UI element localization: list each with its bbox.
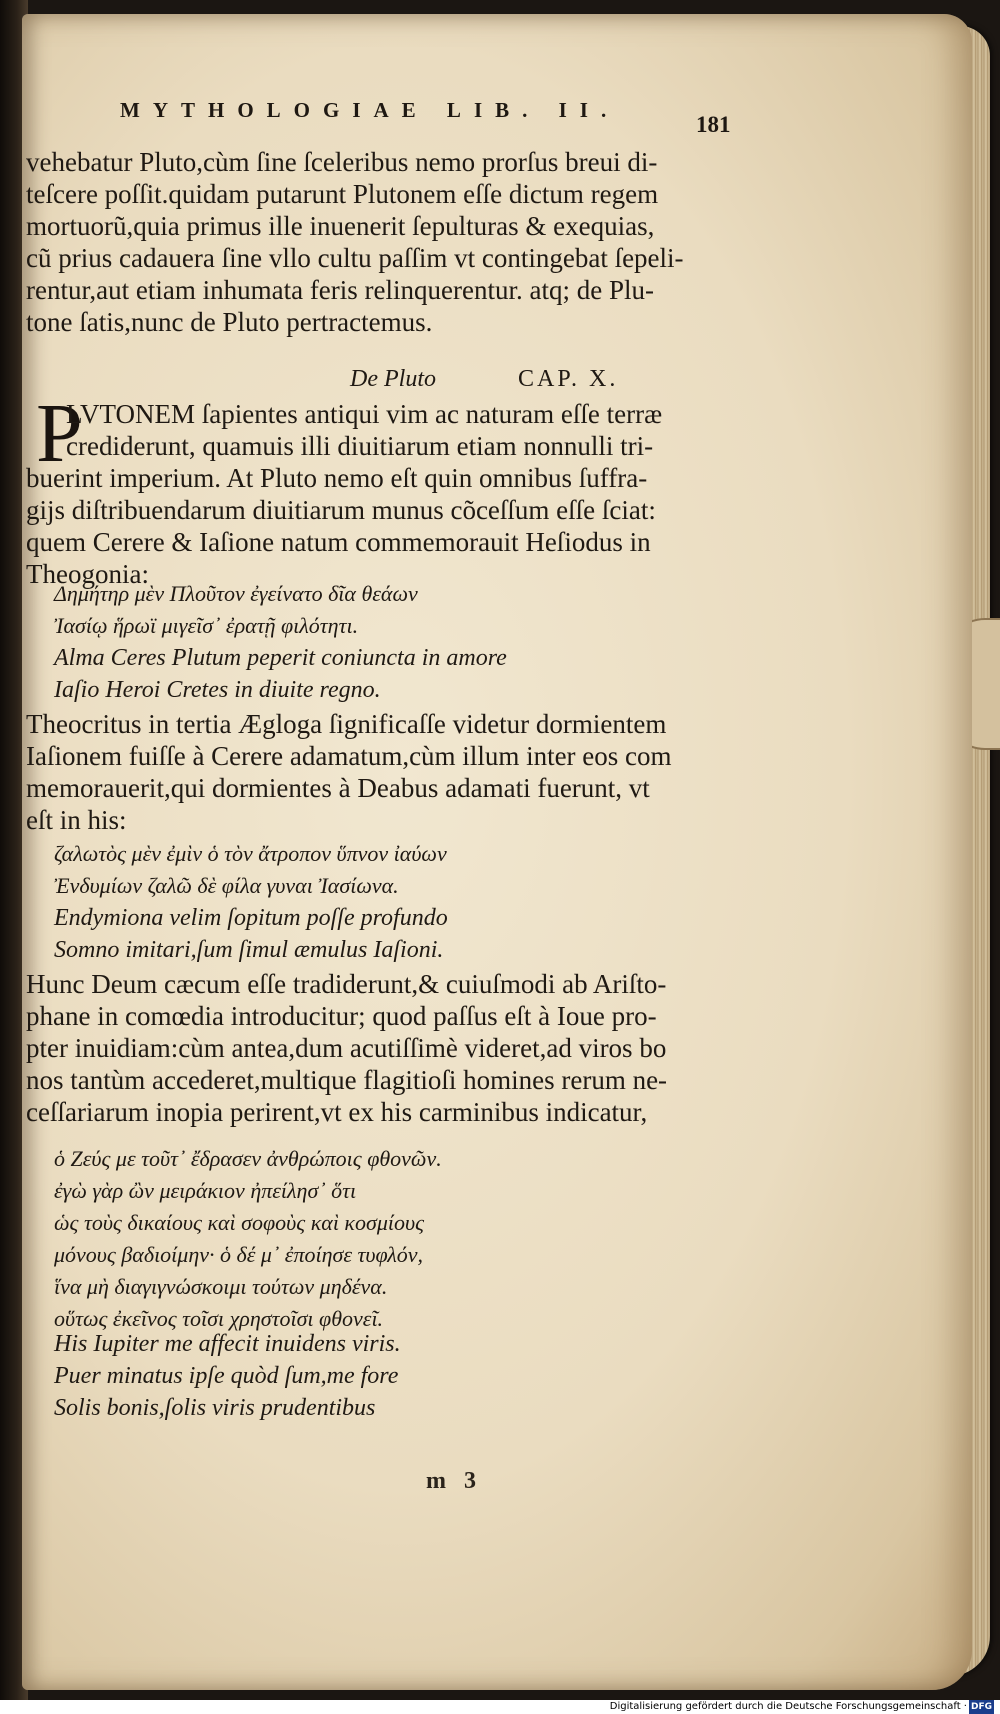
text-line: nos tantùm accederet,multique flagitioſi homines rerum ne- — [26, 1065, 668, 1095]
chapter-number: CAP. X. — [517, 366, 619, 392]
greek-verse-line: Ἐνδυμίων ζαλῶ δὲ φίλα γυναι Ἰασίωνα. — [54, 873, 399, 898]
latin-verse-line: Iaſio Heroi Cretes in diuite regno. — [54, 677, 381, 703]
latin-verse-line: His Iupiter me affecit inuidens viris. — [54, 1331, 401, 1357]
text-line: Theocritus in tertia Ægloga ſignificaſſe videtur dormientem — [26, 709, 667, 739]
verse-block-3 — [26, 1143, 746, 1335]
chapter-title: De Pluto — [350, 366, 436, 392]
paragraph-1 — [26, 146, 746, 338]
greek-verse-line: ὡς τοὺς δικαίους καὶ σοφοὺς καὶ κοσμίους — [54, 1210, 425, 1235]
text-line: tone ſatis,nunc de Pluto pertractemus. — [26, 307, 433, 337]
greek-verse-line: Ἰασίῳ ἥρωϊ μιγεῖσ᾽ ἐρατῇ φιλότητι. — [54, 613, 359, 638]
chapter-heading — [350, 366, 730, 393]
greek-verse-line: ζαλωτὸς μὲν ἐμὶν ὁ τὸν ἄτροπον ὕπνον ἰαύων — [54, 841, 447, 866]
text-line: teſcere poſſit.quidam putarunt Plutonem eſſe dictum regem — [26, 179, 659, 209]
text-line: Theogonia: — [26, 559, 149, 589]
text-line: Iaſionem fuiſſe à Cerere adamatum,cùm illum inter eos com — [26, 741, 672, 771]
verse-block-4 — [26, 1328, 746, 1424]
text-line: memorauerit,qui dormientes à Deabus adamati fuerunt, vt — [26, 773, 650, 803]
text-line: vehebatur Pluto,cùm ſine ſceleribus nemo prorſus breui di- — [26, 147, 658, 177]
dfg-logo: DFG — [970, 1702, 992, 1712]
greek-verse-line: Δημήτηρ μὲν Πλοῦτον ἐγείνατο δῖα θεάων — [54, 581, 418, 606]
latin-verse-line: Solis bonis,ſolis viris prudentibus — [54, 1395, 376, 1421]
drop-capital: P — [36, 387, 83, 480]
text-line: buerint imperium. At Pluto nemo eſt quin omnibus ſuffra- — [26, 463, 648, 493]
latin-verse-line: Somno imitari,ſum ſimul æmulus Iaſioni. — [54, 937, 444, 963]
verse-block-1 — [26, 578, 746, 706]
latin-verse-line: Puer minatus ipſe quòd ſum,me fore — [54, 1363, 399, 1389]
greek-verse-line: ὁ Ζεύς με τοῦτ᾽ ἔδρασεν ἀνθρώποις φθονῶν. — [54, 1146, 442, 1171]
text-line: pter inuidiam:cùm antea,dum acutiſſimè videret,ad viros bo — [26, 1033, 667, 1063]
footer-text: Digitalisierung gefördert durch die Deutsche Forschungsgemeinschaft · — [609, 1701, 967, 1712]
paragraph-2 — [26, 387, 746, 590]
greek-verse-line: μόνους βαδιοίμην· ὁ δέ μ᾽ ἐποίησε τυφλόν, — [54, 1242, 423, 1267]
greek-verse-line: οὕτως ἐκεῖνος τοῖσι χρηστοῖσι φθονεῖ. — [54, 1306, 384, 1331]
greek-verse-line: ἐγὼ γὰρ ὢν μειράκιον ἠπείλησ᾽ ὅτι — [54, 1178, 357, 1203]
text-line: crediderunt, quamuis illi diuitiarum etiam nonnulli tri- — [66, 431, 654, 461]
greek-verse-line: ἵνα μὴ διαγιγνώσκοιμι τούτων μηδένα. — [54, 1274, 388, 1299]
text-line: mortuorũ,quia primus ille inuenerit ſepulturas & exequias, — [26, 211, 655, 241]
text-line: rentur,aut etiam inhumata feris relinquerentur. atq; de Plu- — [26, 275, 654, 305]
text-line: Hunc Deum cæcum eſſe tradiderunt,& cuiuſmodi ab Ariſto- — [26, 969, 667, 999]
latin-verse-line: Alma Ceres Plutum peperit coniuncta in amore — [54, 645, 507, 671]
paragraph-3 — [26, 708, 746, 836]
verse-block-2 — [26, 838, 746, 966]
text-line: cũ prius cadauera ſine vllo cultu paſſim vt contingebat ſepeli- — [26, 243, 684, 273]
running-title: MYTHOLOGIAE LIB. II. — [120, 98, 620, 122]
paragraph-4 — [26, 968, 746, 1128]
text-line: ceſſariarum inopia perirent,vt ex his carminibus indicatur, — [26, 1097, 648, 1127]
text-line: gijs diſtribuendarum diuitiarum munus cõceſſum eſſe ſciat: — [26, 495, 656, 525]
latin-verse-line: Endymiona velim ſopitum poſſe profundo — [54, 905, 448, 931]
text-line: phane in comœdia introducitur; quod paſſus eſt à Ioue pro- — [26, 1001, 657, 1031]
folio-number: 181 — [696, 112, 731, 137]
text-line: LVTONEM ſapientes antiqui vim ac naturam eſſe terræ — [66, 399, 663, 429]
digitization-footer — [0, 1700, 1000, 1714]
text-line: quem Cerere & Iaſione natum commemorauit Heſiodus in — [26, 527, 651, 557]
text-line: eſt in his: — [26, 805, 127, 835]
signature-mark: m 3 — [426, 1468, 482, 1494]
